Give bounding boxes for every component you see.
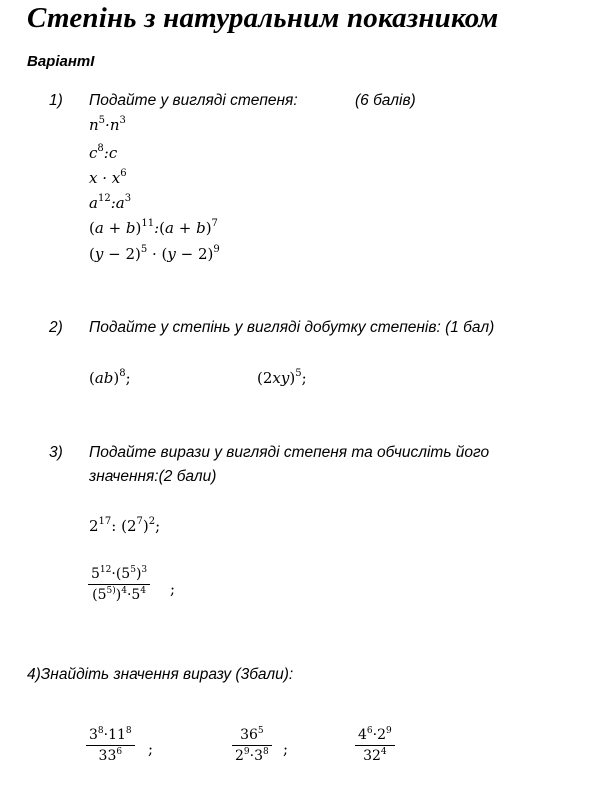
expr-3-2-fraction bbox=[88, 566, 150, 603]
expr-4-2-denominator: $2^9\cdot 3^8$ bbox=[235, 747, 269, 764]
task-3-number: 3) bbox=[49, 444, 63, 461]
expr-1-6: $(y - 2)^5 \cdot (y - 2)^9$ bbox=[89, 244, 220, 263]
task-1-number: 1) bbox=[49, 92, 63, 109]
task-3-text-line1: Подайте вирази у вигляді степеня та обчисліть його bbox=[89, 444, 490, 461]
task-1-text: Подайте у вигляді степеня: bbox=[89, 92, 298, 109]
expr-4-1-numerator: $3^8\cdot 11^8$ bbox=[86, 727, 135, 746]
expr-2-2: $(2xy)^5$; bbox=[257, 368, 307, 387]
expr-1-3: $x \cdot x^6$ bbox=[89, 168, 127, 187]
expr-4-2-fraction bbox=[232, 727, 272, 764]
expr-4-3-denominator: $32^4$ bbox=[363, 747, 387, 764]
task-1-points: (6 балів) bbox=[355, 92, 416, 109]
expr-1-2: $c^8:c$ bbox=[89, 143, 118, 162]
expr-3-2-semicolon: ; bbox=[170, 580, 176, 598]
expr-4-1-semicolon: ; bbox=[148, 740, 154, 758]
task-3-text-line2: значення:(2 бали) bbox=[89, 468, 217, 485]
expr-4-1-fraction bbox=[86, 727, 135, 764]
task-2-number: 2) bbox=[49, 319, 63, 336]
expr-1-5: $(a + b)^{11}:(a + b)^7$ bbox=[89, 218, 218, 237]
expr-2-1: (ab)$^8$; bbox=[89, 368, 131, 387]
variant-label: ВаріантІ bbox=[27, 53, 95, 70]
task-4-text: 4)Знайдіть значення виразу (3бали): bbox=[27, 666, 294, 683]
expr-4-2-numerator: $36^5$ bbox=[232, 727, 272, 746]
expr-4-1-denominator: $33^6$ bbox=[98, 747, 123, 764]
expr-4-2-semicolon: ; bbox=[283, 740, 289, 758]
expr-1-1: $n^5\cdot n^3$ bbox=[89, 115, 126, 134]
task-2-text: Подайте у степінь у вигляді добутку степенів: (1 бал) bbox=[89, 319, 495, 336]
expr-3-2-denominator: $(5^{5)})^4\cdot 5^4$ bbox=[92, 586, 147, 603]
expr-4-3-numerator: $4^6\cdot 2^9$ bbox=[355, 727, 395, 746]
expr-1-4: $a^{12}:a^3$ bbox=[89, 193, 132, 212]
expr-3-2-numerator: $5^{12}\cdot(5^5)^3$ bbox=[88, 566, 150, 585]
page-title: Степінь з натуральним показником bbox=[27, 2, 499, 34]
expr-3-1: $2^{17}$: $(2^7)^2$; bbox=[89, 516, 161, 535]
expr-4-3-fraction bbox=[355, 727, 395, 764]
